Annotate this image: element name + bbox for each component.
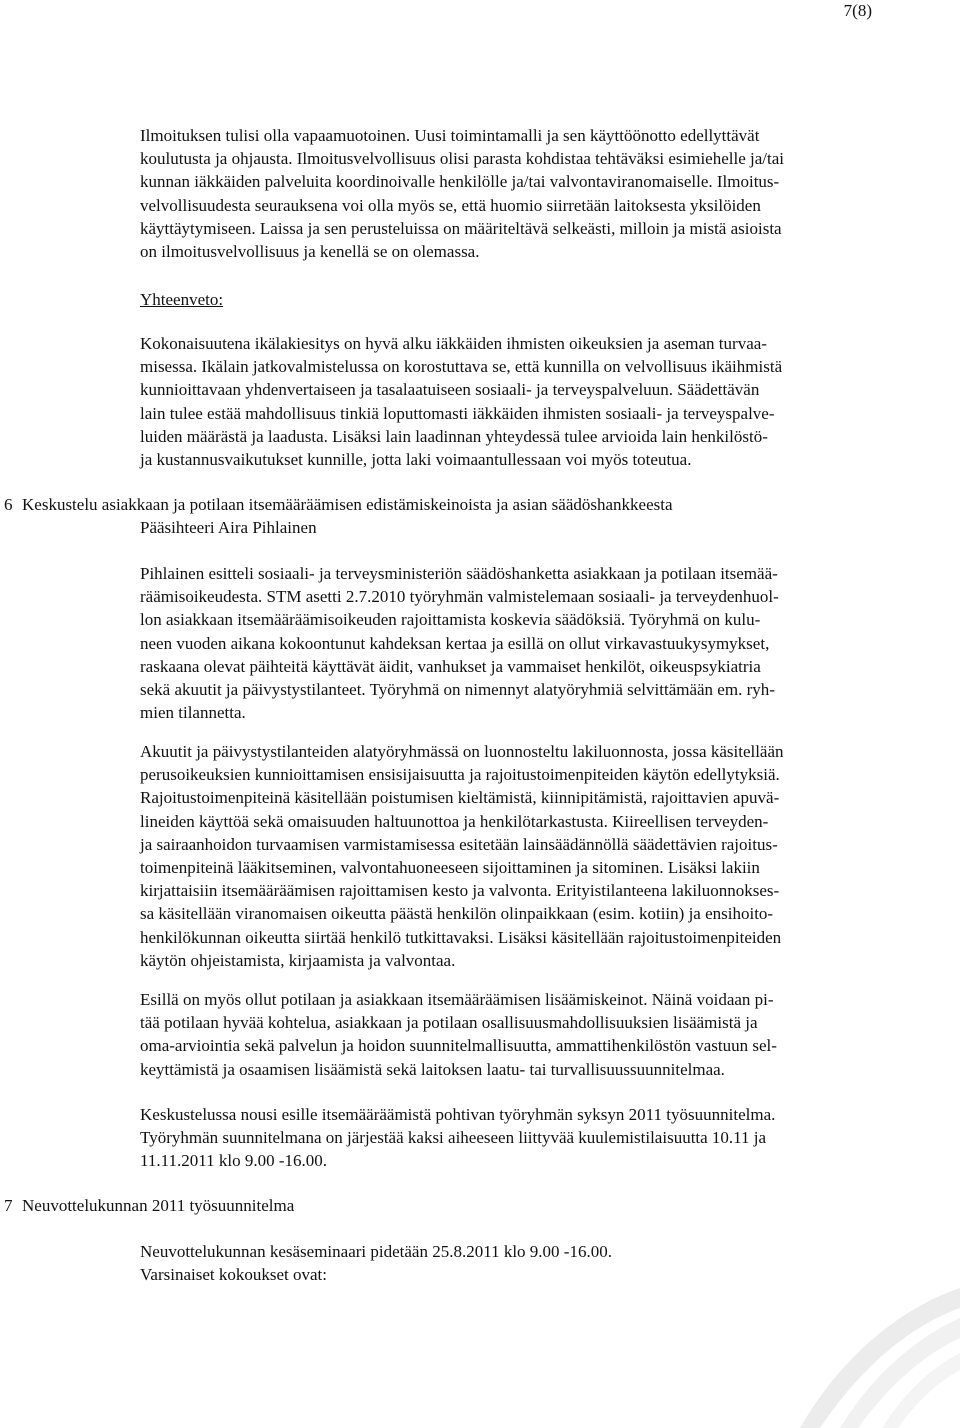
paragraph-summary bbox=[140, 332, 885, 471]
text-line: Pihlainen esitteli sosiaali- ja terveysministeriön säädöshanketta asiakkaan ja potilaan itsemää- bbox=[140, 564, 778, 583]
watermark-swoosh-icon bbox=[730, 1278, 960, 1428]
text-line: lineiden käyttöä sekä omaisuuden haltuunottoa ja henkilötarkastusta. Kiireellisen terveyden- bbox=[140, 811, 769, 831]
text-line: Keskustelussa nousi esille itsemääräämistä pohtivan työryhmän syksyn 2011 työsuunnitelma. bbox=[140, 1105, 776, 1124]
paragraph-subgroup bbox=[140, 740, 885, 972]
text-line: koulutusta ja ohjausta. Ilmoitusvelvollisuus olisi parasta kohdistaa tehtäväksi esimiehelle ja/tai bbox=[140, 149, 784, 169]
text-line: 11.11.2011 klo 9.00 -16.00. bbox=[140, 1151, 327, 1171]
summary-heading: Yhteenveto: bbox=[140, 290, 224, 309]
page-number: 7(8) bbox=[843, 1, 872, 20]
text-line: kunnioittavaan yhdenvertaiseen ja tasalaatuiseen sosiaali- ja terveyspalveluun. Säädettävän bbox=[140, 380, 760, 400]
text-line: räämisoikeudesta. STM asetti 2.7.2010 työryhmän valmistelemaan sosiaali- ja terveydenhuol- bbox=[140, 587, 779, 607]
text-line: Kokonaisuutena ikälakiesitys on hyvä alku iäkkäiden ihmisten oikeuksien ja aseman turvaa- bbox=[140, 334, 767, 353]
text-line: Akuutit ja päivystystilanteiden alatyöryhmässä on luonnosteltu lakiluonnosta, jossa käsitellään bbox=[140, 742, 784, 761]
text-line: henkilökunnan oikeutta siirtää henkilö tutkittavaksi. Lisäksi käsitellään rajoitustoimenpiteiden bbox=[140, 927, 782, 947]
text-line: neen vuoden aikana kokoontunut kahdeksan kertaa ja esillä on ollut virkavastuukysymykset, bbox=[140, 633, 770, 653]
paragraph-discussion bbox=[140, 1103, 885, 1173]
paragraph-means bbox=[140, 988, 885, 1081]
text-line: oma-arviointia sekä palvelun ja hoidon suunnitelmallisuutta, ammattihenkilöstön vastuun sel- bbox=[140, 1036, 777, 1056]
text-line: luiden määrästä ja laadusta. Lisäksi lain laadinnan yhteydessä tulee arvioida lain henkilöstö- bbox=[140, 426, 768, 446]
section-title: Keskustelu asiakkaan ja potilaan itsemääräämisen edistämiskeinoista ja asian säädöshankkeesta bbox=[22, 495, 673, 514]
text-line: ja kustannusvaikutukset kunnille, jotta laki voimaantullessaan voi myös toteutua. bbox=[140, 450, 692, 470]
text-line: tää potilaan hyvää kohtelua, asiakkaan ja potilaan osallisuusmahdollisuuksien lisäämistä ja bbox=[140, 1013, 758, 1033]
text-line: käyttäytymiseen. Laissa ja sen perusteluissa on määriteltävä selkeästi, milloin ja mistä asioista bbox=[140, 218, 782, 238]
text-line: ja sairaanhoidon turvaamisen varmistamisessa esitetään lainsäädännöllä säädettävien rajoitus- bbox=[140, 834, 778, 854]
text-line: toimenpiteinä lääkitseminen, valvontahuoneeseen sijoittaminen ja sitominen. Lisäksi lakiin bbox=[140, 858, 760, 878]
text-line: Neuvottelukunnan kesäseminaari pidetään 25.8.2011 klo 9.00 -16.00. bbox=[140, 1242, 612, 1261]
text-line: Ilmoituksen tulisi olla vapaamuotoinen. Uusi toimintamalli ja sen käyttöönotto edellyttävät bbox=[140, 126, 760, 145]
text-line: sekä akuutit ja päivystystilanteet. Työryhmä on nimennyt alatyöryhmiä selvittämään em. ryh- bbox=[140, 680, 775, 700]
text-line: sa käsitellään viranomaisen oikeutta päästä henkilön olinpaikkaan (esim. kotiin) ja ensihoito- bbox=[140, 904, 774, 924]
section-presenter: Pääsihteeri Aira Pihlainen bbox=[140, 518, 317, 537]
section-7-heading bbox=[4, 1194, 294, 1217]
text-line: käytön ohjeistamista, kirjaamista ja valvontaa. bbox=[140, 950, 456, 970]
text-line: Työryhmän suunnitelmana on järjestää kaksi aiheeseen liittyvää kuulemistilaisuutta 10.11 ja bbox=[140, 1128, 767, 1148]
text-line: velvollisuudesta seurauksena voi olla myös se, että huomio siirretään laitoksesta yksilöiden bbox=[140, 195, 761, 215]
text-line: misessa. Ikälain jatkovalmistelussa on korostuttava se, että kunnilla on velvollisuus ikäihmistä bbox=[140, 357, 783, 377]
text-line: Esillä on myös ollut potilaan ja asiakkaan itsemääräämisen lisäämiskeinot. Näinä voidaan pi- bbox=[140, 990, 774, 1009]
text-line: perusoikeuksien kunnioittamisen ensisijaisuutta ja rajoitustoimenpiteiden käytön edellytyksiä. bbox=[140, 765, 780, 785]
text-line: on ilmoitusvelvollisuus ja kenellä se on olemassa. bbox=[140, 242, 480, 262]
text-line: lon asiakkaan itsemääräämisoikeuden rajoittamista koskevia säädöksiä. Työryhmä on kulu- bbox=[140, 610, 761, 630]
text-line: Varsinaiset kokoukset ovat: bbox=[140, 1265, 327, 1285]
paragraph-presentation bbox=[140, 562, 885, 724]
section-6-heading bbox=[4, 493, 673, 539]
section-title: Neuvottelukunnan 2011 työsuunnitelma bbox=[22, 1196, 295, 1215]
text-line: Rajoitustoimenpiteinä käsitellään poistumisen kieltämistä, kiinnipitämistä, rajoittavien apuvä- bbox=[140, 788, 780, 808]
text-line: mien tilannetta. bbox=[140, 703, 246, 723]
text-line: raskaana olevat päihteitä käyttävät äidit, vanhukset ja vammaiset henkilöt, oikeuspsykiatria bbox=[140, 656, 761, 676]
section-number: 7 bbox=[4, 1196, 13, 1215]
paragraph-notification bbox=[140, 124, 885, 263]
text-line: keyttämistä ja osaamisen lisäämistä sekä laitoksen laatu- tai turvallisuussuunnitelmaa. bbox=[140, 1059, 725, 1079]
section-number: 6 bbox=[4, 495, 13, 514]
text-line: lain tulee estää mahdollisuus tinkiä loputtomasti iäkkäiden ihmisten sosiaali- ja terveyspalve- bbox=[140, 403, 775, 423]
text-line: kirjattaisiin itsemääräämisen rajoittamisen kesto ja valvonta. Erityistilanteena lakiluonnokses- bbox=[140, 881, 780, 901]
text-line: kunnan iäkkäiden palveluita koordinoivalle henkilölle ja/tai valvontaviranomaiselle. Ilmoitus- bbox=[140, 172, 780, 192]
